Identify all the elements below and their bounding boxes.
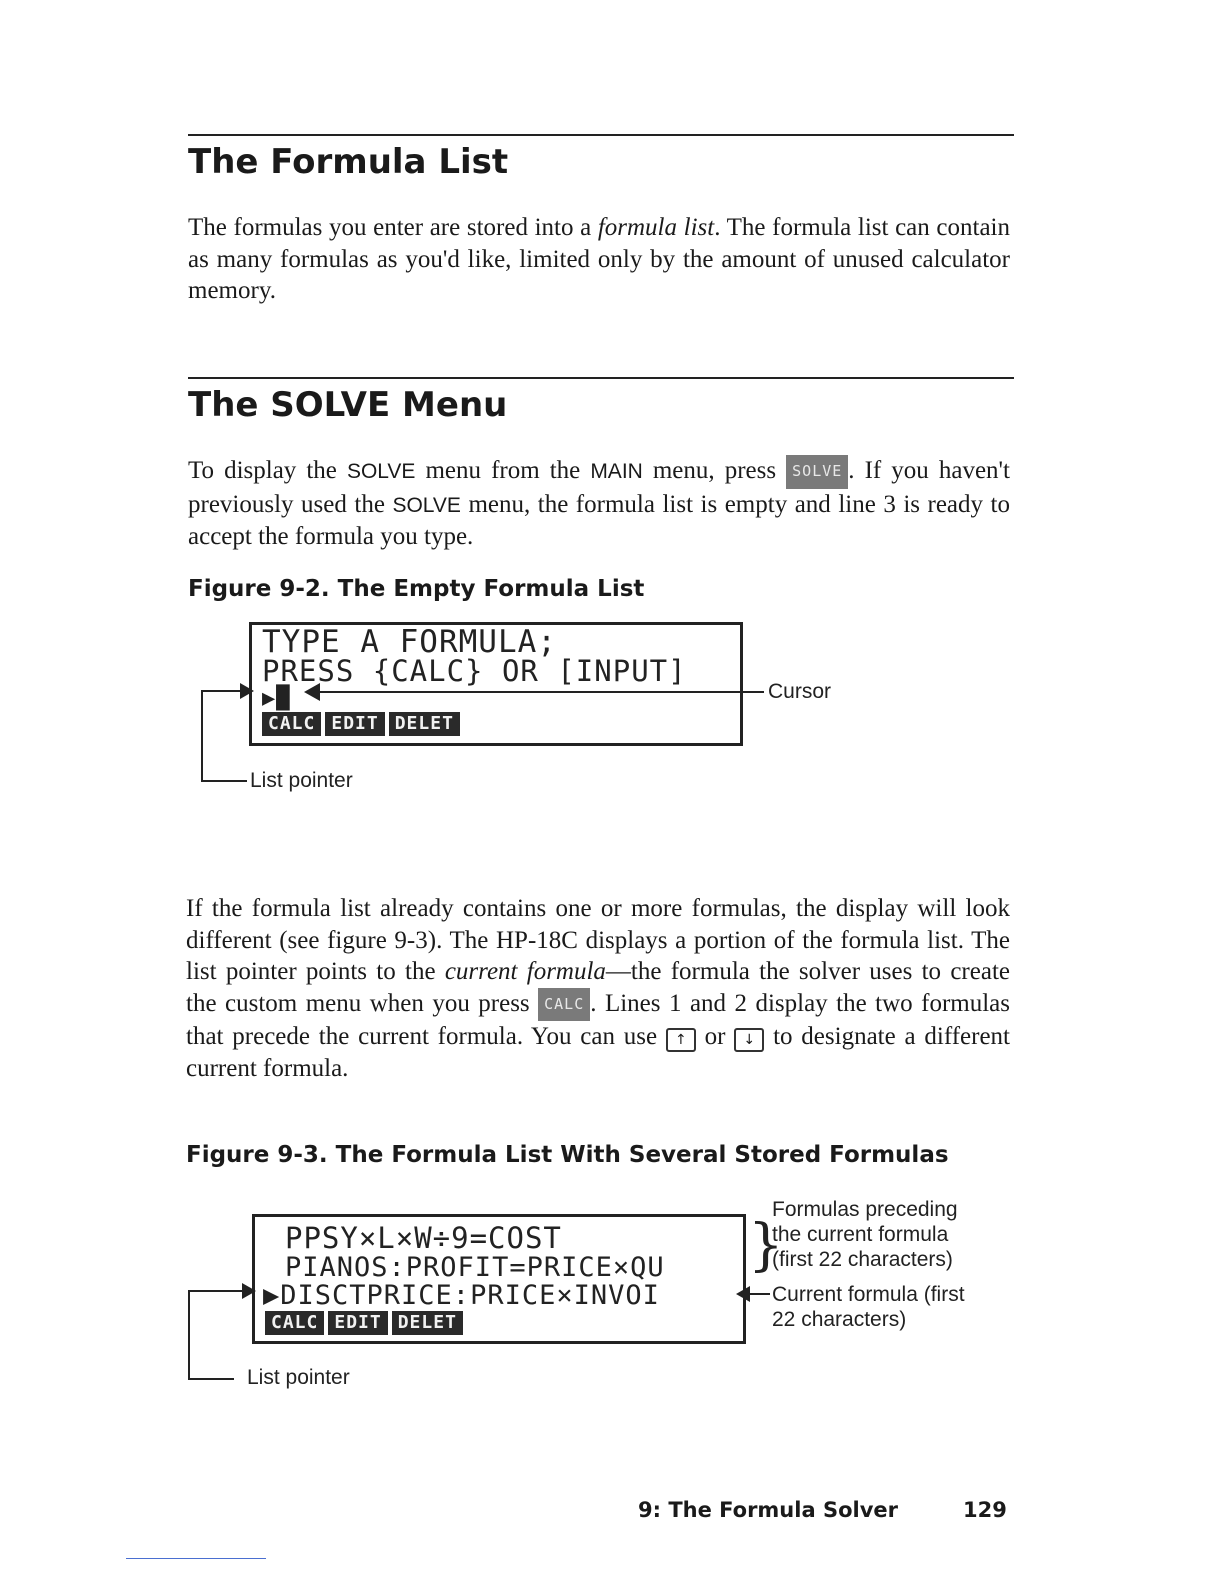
menu-key-delet: DELET bbox=[392, 1311, 463, 1335]
paragraph-formula-display: If the formula list already contains one or more formulas, the display will look different (see figure 9-3). The HP-18C displays a portion of the formula list. The list pointer points to the current formula—the formula the solver uses to create the custom menu when you press CALC . Lines 1 and 2 display the two formulas that precede the current formula. You can use ↑ or ↓ to designate a different current formula. bbox=[186, 895, 1010, 1082]
menu-row bbox=[262, 712, 460, 736]
paragraph-solve-menu: To display the SOLVE menu from the MAIN menu, press SOLVE . If you haven't previously used the SOLVE menu, the formula list is empty and line 3 is ready to accept the formula you type. bbox=[188, 457, 1010, 550]
menu-key-calc: CALC bbox=[262, 712, 321, 736]
list-pointer-label: List pointer bbox=[247, 1366, 350, 1389]
preceding-label-line-1: Formulas preceding bbox=[772, 1198, 958, 1221]
section-title-solve-menu: The SOLVE Menu bbox=[188, 385, 508, 425]
paragraph-formula-list: The formulas you enter are stored into a formula list. The formula list can contain as many formulas as you'd like, limited only by the amount of unused calculator memory. bbox=[188, 214, 1010, 304]
menu-key-edit: EDIT bbox=[328, 1311, 387, 1335]
pointer-arrow-icon bbox=[242, 1283, 256, 1299]
list-pointer-label: List pointer bbox=[250, 769, 353, 792]
solve-key: SOLVE bbox=[786, 455, 848, 489]
footer-section-name: 9: The Formula Solver bbox=[638, 1498, 898, 1522]
display-line-2: PIANOS:PROFIT=PRICE×QU bbox=[285, 1252, 665, 1283]
empty-list-display bbox=[249, 622, 743, 746]
cursor-leader-line bbox=[318, 691, 764, 693]
menu-key-edit: EDIT bbox=[325, 712, 384, 736]
pointer-arrow-icon bbox=[240, 683, 254, 699]
current-label-line-1: Current formula (first bbox=[772, 1283, 965, 1306]
preceding-brace-icon: } bbox=[748, 1213, 784, 1278]
pointer-bracket-horizontal-bottom bbox=[201, 780, 247, 782]
pointer-bracket-horizontal-top bbox=[188, 1290, 248, 1292]
cursor-label: Cursor bbox=[768, 680, 832, 703]
stored-formulas-display bbox=[252, 1214, 746, 1344]
menu-row bbox=[265, 1311, 463, 1335]
section-title-formula-list: The Formula List bbox=[188, 142, 509, 182]
down-arrow-key-icon: ↓ bbox=[734, 1028, 764, 1052]
page-number: 129 bbox=[963, 1498, 1007, 1522]
preceding-label-line-2: the current formula bbox=[772, 1223, 949, 1246]
current-formula-leader-line bbox=[748, 1293, 770, 1295]
bottom-edge-mark bbox=[126, 1558, 266, 1559]
menu-key-delet: DELET bbox=[389, 712, 460, 736]
cursor-arrow-icon bbox=[304, 683, 320, 701]
pointer-bracket-horizontal-bottom bbox=[188, 1378, 234, 1380]
figure-9-2-caption: Figure 9-2. The Empty Formula List bbox=[188, 576, 645, 602]
preceding-label-line-3: (first 22 characters) bbox=[772, 1248, 953, 1271]
display-line-3: ▶█ bbox=[262, 686, 291, 711]
current-label-line-2: 22 characters) bbox=[772, 1308, 907, 1331]
menu-key-calc: CALC bbox=[265, 1311, 324, 1335]
figure-9-3-caption: Figure 9-3. The Formula List With Several Stored Formulas bbox=[186, 1142, 949, 1168]
section-rule-2 bbox=[188, 377, 1014, 379]
display-line-3: ▶DISCTPRICE:PRICE×INVOI bbox=[263, 1280, 660, 1311]
calc-key: CALC bbox=[538, 988, 590, 1022]
display-line-2: PRESS {CALC} OR [INPUT] bbox=[262, 654, 687, 688]
display-line-1: PPSY×L×W÷9=COST bbox=[285, 1221, 562, 1255]
section-rule-1 bbox=[188, 134, 1014, 136]
pointer-bracket-vertical bbox=[201, 690, 203, 782]
pointer-bracket-vertical bbox=[188, 1290, 190, 1380]
up-arrow-key-icon: ↑ bbox=[666, 1028, 696, 1052]
display-line-1: TYPE A FORMULA; bbox=[262, 624, 557, 660]
